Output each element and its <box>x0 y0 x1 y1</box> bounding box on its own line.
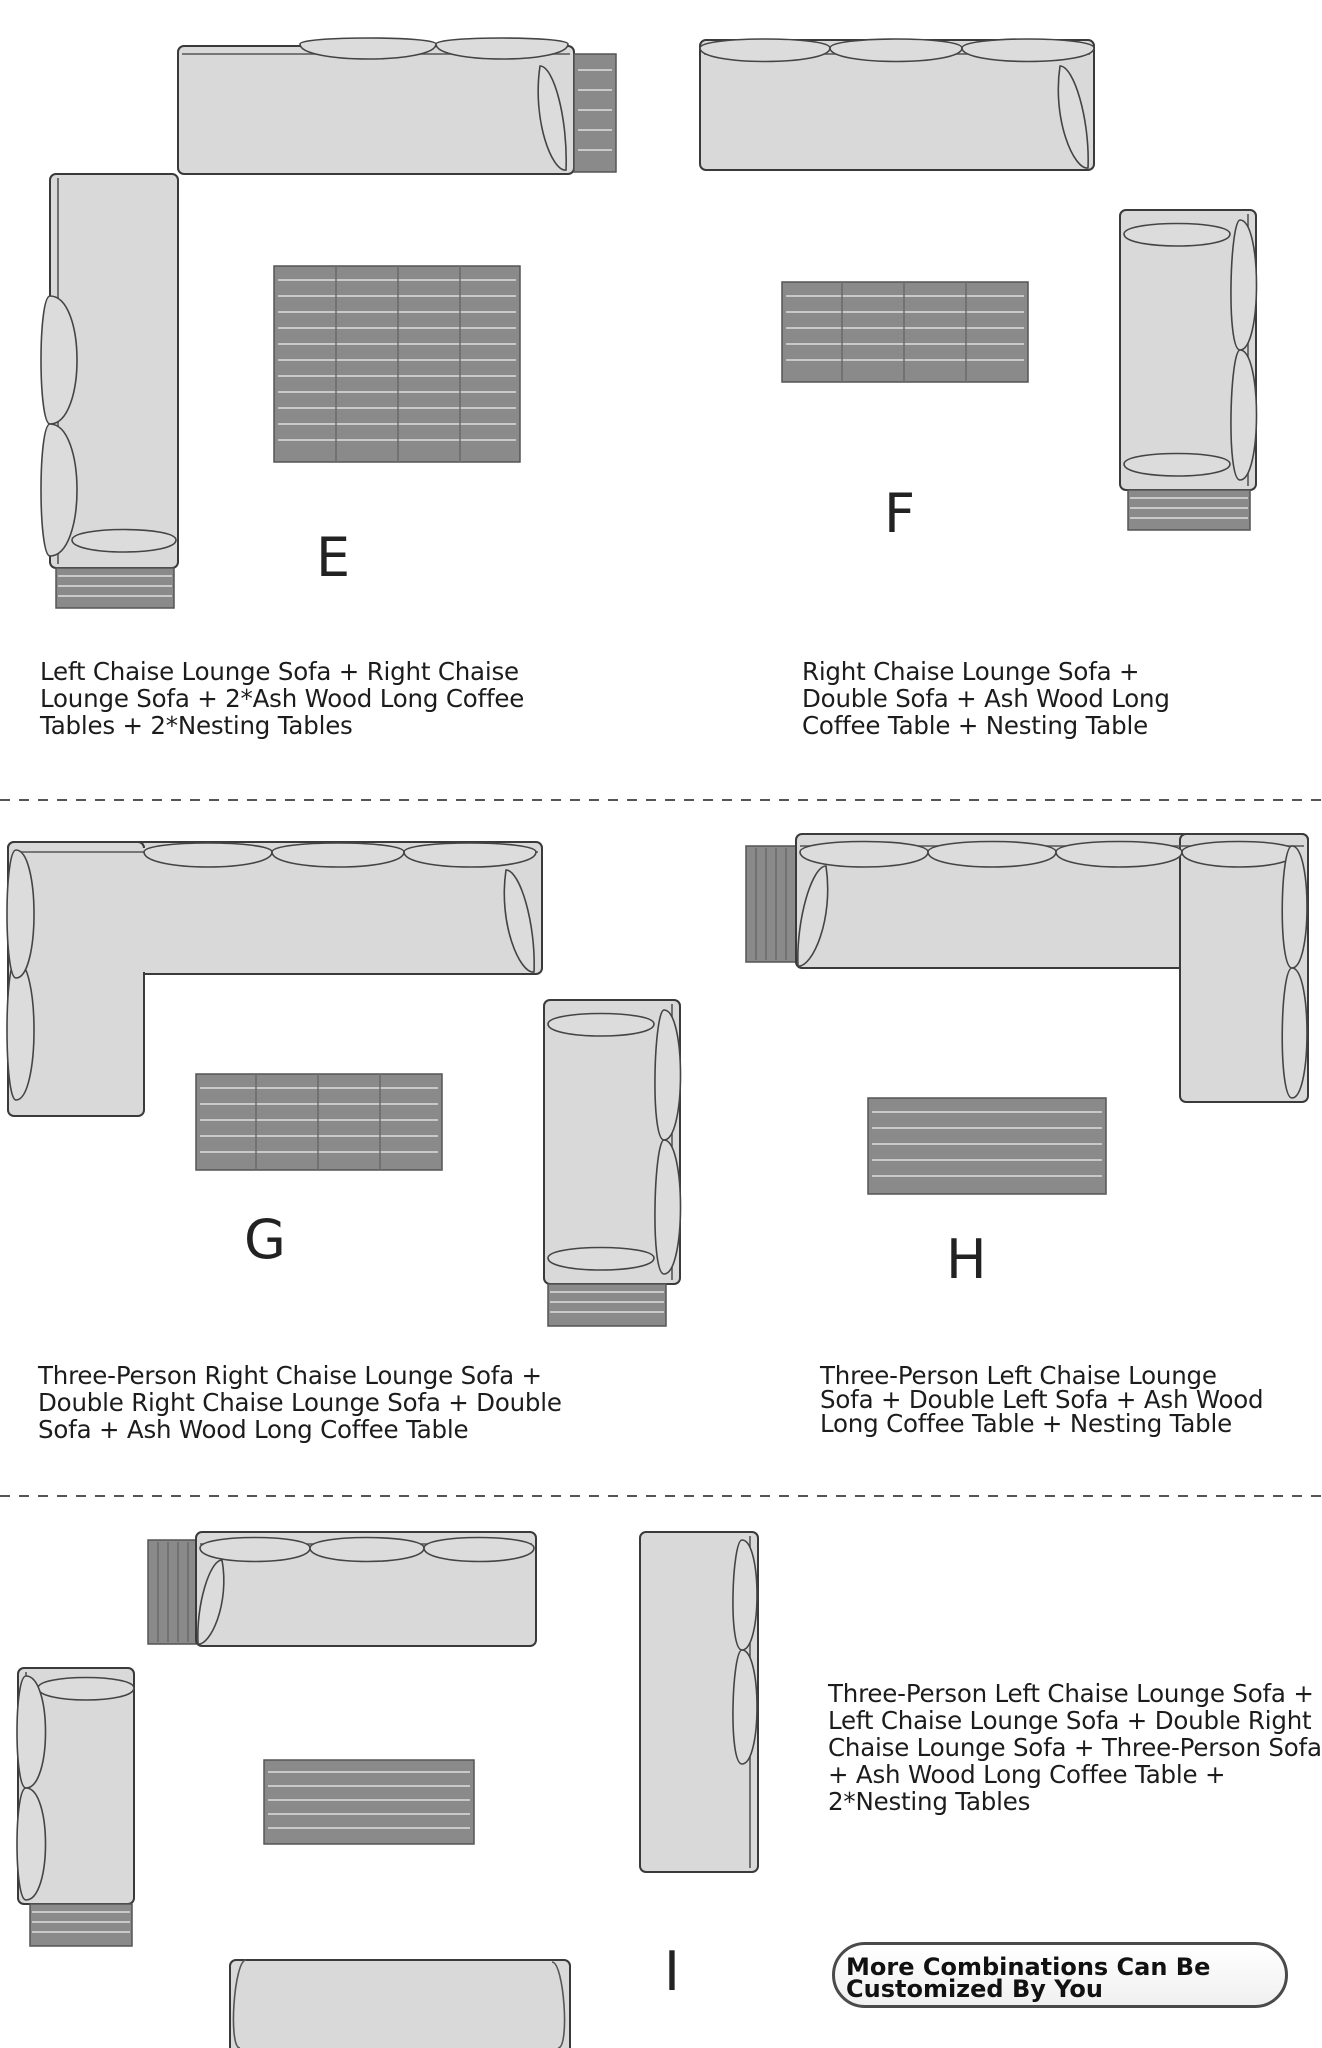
caption-line: Three-Person Left Chaise Lounge Sofa + <box>828 1679 1314 1708</box>
caption-line: Chaise Lounge Sofa + Three-Person Sofa <box>828 1733 1322 1762</box>
sofa-e-top <box>178 46 574 174</box>
layout-letter-h: H <box>946 1228 987 1291</box>
layout-i <box>17 1532 758 2048</box>
caption-h <box>820 1361 1264 1438</box>
nesting-table-g <box>548 1284 666 1326</box>
nesting-table-i2 <box>30 1904 132 1946</box>
caption-line: Three-Person Right Chaise Lounge Sofa + <box>38 1361 542 1390</box>
caption-line: Sofa + Double Left Sofa + Ash Wood <box>820 1385 1264 1414</box>
caption-line: Right Chaise Lounge Sofa + <box>802 657 1140 686</box>
caption-line: Left Chaise Lounge Sofa + Double Right <box>828 1706 1312 1735</box>
caption-line: Double Sofa + Ash Wood Long <box>802 684 1170 713</box>
layout-letter-e: E <box>316 526 351 589</box>
layout-g <box>7 842 681 1326</box>
caption-line: Lounge Sofa + 2*Ash Wood Long Coffee <box>40 684 525 713</box>
nesting-table-f <box>1128 490 1250 530</box>
caption-line: Sofa + Ash Wood Long Coffee Table <box>38 1415 469 1444</box>
layout-h <box>746 834 1308 1194</box>
caption-line: 2*Nesting Tables <box>828 1787 1031 1816</box>
sofa-i-bottom <box>230 1960 570 2048</box>
layout-f <box>700 39 1257 530</box>
customize-cta-label <box>846 1953 1266 2003</box>
layout-letter-g: G <box>244 1208 286 1271</box>
cta-line: Customized By You <box>846 1975 1104 2003</box>
caption-line: Coffee Table + Nesting Table <box>802 711 1148 740</box>
caption-g <box>38 1362 562 1443</box>
nesting-table-h <box>746 846 796 962</box>
caption-line: Tables + 2*Nesting Tables <box>40 711 353 740</box>
nesting-table-e2 <box>56 568 174 608</box>
caption-line: + Ash Wood Long Coffee Table + <box>828 1760 1226 1789</box>
layout-e <box>41 38 616 608</box>
caption-e <box>40 658 524 739</box>
layout-letter-i: I <box>664 1940 680 2003</box>
nesting-table-e1 <box>574 54 616 172</box>
caption-line: Long Coffee Table + Nesting Table <box>820 1409 1233 1438</box>
nesting-table-i1 <box>148 1540 196 1644</box>
caption-line: Three-Person Left Chaise Lounge <box>820 1361 1217 1390</box>
caption-i <box>828 1680 1322 1815</box>
cta-line: More Combinations Can Be <box>846 1953 1211 1981</box>
layout-letter-f: F <box>884 482 916 545</box>
caption-line: Left Chaise Lounge Sofa + Right Chaise <box>40 657 519 686</box>
caption-line: Double Right Chaise Lounge Sofa + Double <box>38 1388 562 1417</box>
caption-f <box>802 658 1170 739</box>
